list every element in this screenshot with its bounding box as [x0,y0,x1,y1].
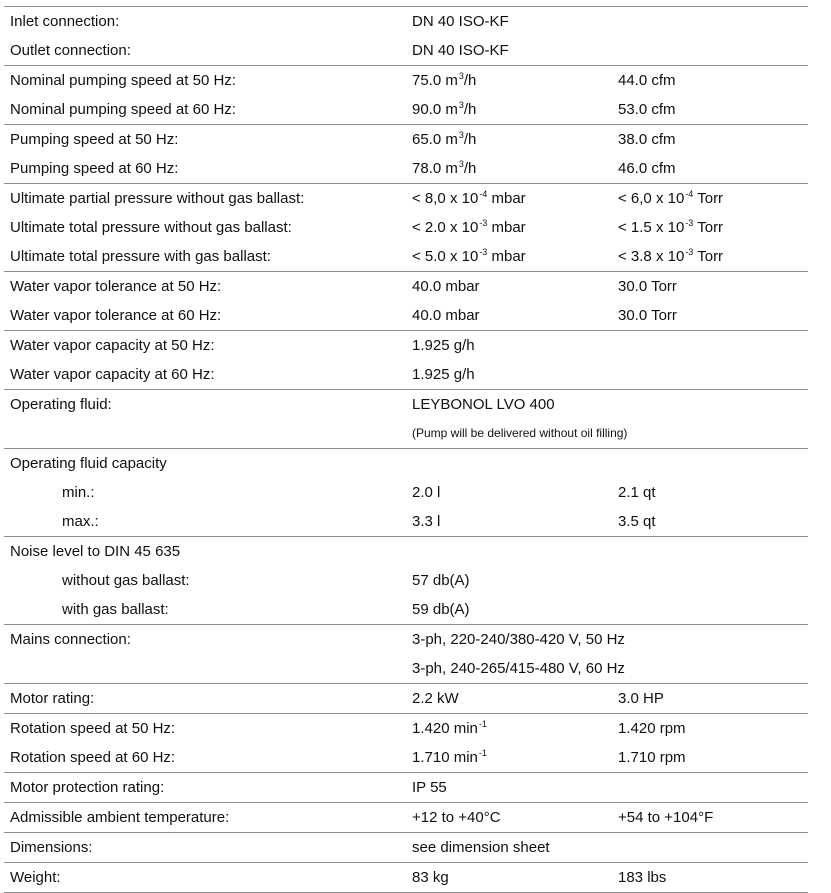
spec-label: Nominal pumping speed at 60 Hz: [10,101,236,118]
spec-row [4,419,808,448]
spec-label: Operating fluid: [10,396,112,413]
spec-value-imperial [618,743,686,772]
spec-value-metric-text: 1.710 min [412,749,478,766]
spec-value-metric [412,833,550,862]
spec-value-imperial [618,507,656,536]
spec-value-metric-unit: mbar [487,190,526,207]
spec-value-metric-text: < 5.0 x 10 [412,248,479,265]
spec-value-metric-text: 3-ph, 220-240/380-420 V, 50 Hz [412,631,625,648]
spec-row [4,595,808,624]
spec-value-imperial-text: 53.0 cfm [618,101,676,118]
spec-label: Water vapor tolerance at 60 Hz: [10,307,222,324]
spec-value-imperial [618,95,676,124]
spec-label: Water vapor capacity at 50 Hz: [10,337,215,354]
spec-value-metric-text: < 2.0 x 10 [412,219,479,236]
spec-value-imperial [618,184,723,213]
spec-value-imperial [618,66,676,95]
spec-value-imperial [618,242,723,271]
spec-row [4,154,808,183]
spec-row [4,95,808,124]
spec-label: Ultimate total pressure without gas ballast: [10,219,292,236]
spec-label: Water vapor capacity at 60 Hz: [10,366,215,383]
spec-value-imperial [618,301,677,330]
spec-value-metric [412,773,447,802]
spec-value-metric-text: see dimension sheet [412,839,550,856]
spec-value-imperial [618,803,713,832]
spec-value-metric [412,625,625,654]
spec-row [4,654,808,683]
spec-value-metric [412,803,501,832]
spec-value-metric-exponent: 3 [458,159,464,169]
spec-label: Ultimate partial pressure without gas ballast: [10,190,305,207]
spec-value-imperial-text: 38.0 cfm [618,131,676,148]
spec-label: Motor rating: [10,690,95,707]
spec-value-imperial-exponent: -3 [685,218,694,228]
spec-value-metric-unit: mbar [487,219,526,236]
spec-value-metric-text: 1.925 g/h [412,337,475,354]
spec-value-metric [412,301,480,330]
spec-value-metric [412,714,487,743]
spec-row [4,478,808,507]
spec-value-metric [412,478,440,507]
spec-value-metric [412,36,509,65]
spec-value-metric-text: 78.0 m [412,160,458,177]
spec-value-metric-text: 75.0 m [412,72,458,89]
spec-value-imperial-text: +54 to +104°F [618,809,714,826]
spec-value-metric-exponent: -4 [479,189,488,199]
spec-label: Rotation speed at 50 Hz: [10,720,176,737]
spec-value-metric [412,7,509,36]
spec-label: Noise level to DIN 45 635 [10,543,181,560]
spec-value-metric-text: 90.0 m [412,101,458,118]
spec-value-imperial-text: < 3.8 x 10 [618,248,685,265]
spec-value-imperial-text: < 6,0 x 10 [618,190,685,207]
spec-value-imperial [618,213,723,242]
spec-value-metric [412,242,526,271]
spec-value-metric-text: 59 db(A) [412,601,470,618]
spec-row [4,832,808,862]
spec-row [4,271,808,301]
spec-label: Pumping speed at 50 Hz: [10,131,179,148]
spec-row [4,301,808,330]
spec-row [4,713,808,743]
spec-value-metric [412,95,476,124]
spec-value-metric-exponent: -3 [479,218,488,228]
spec-value-metric [412,654,625,683]
spec-value-metric-text: 40.0 mbar [412,307,480,324]
spec-value-metric-exponent: -1 [478,748,487,758]
spec-value-metric-text: IP 55 [412,779,447,796]
spec-value-metric-exponent: 3 [458,71,464,81]
spec-value-metric [412,507,440,536]
spec-value-imperial-text: 1.710 rpm [618,749,686,766]
spec-value-metric-text: +12 to +40°C [412,809,501,826]
spec-row [4,536,808,566]
spec-value-metric-text: 1.925 g/h [412,366,475,383]
spec-label: Nominal pumping speed at 50 Hz: [10,72,236,89]
spec-value-imperial-unit: Torr [693,190,724,207]
spec-value-metric-exponent: -3 [479,247,488,257]
spec-row [4,507,808,536]
spec-row [4,360,808,389]
spec-value-metric [412,331,475,360]
spec-value-metric-text: 3.3 l [412,513,441,530]
spec-value-metric-text: LEYBONOL LVO 400 [412,396,555,413]
spec-value-metric-exponent: 3 [458,100,464,110]
specification-table [4,6,808,893]
spec-value-metric-text: DN 40 ISO-KF [412,13,509,30]
spec-label: Motor protection rating: [10,779,165,796]
spec-value-metric-text: (Pump will be delivered without oil filling) [412,426,628,440]
spec-row [4,6,808,36]
spec-value-metric-text: 3-ph, 240-265/415-480 V, 60 Hz [412,660,625,677]
spec-value-metric [412,684,459,713]
spec-value-metric-text: 65.0 m [412,131,458,148]
spec-row [4,389,808,419]
spec-label: without gas ballast: [62,572,190,589]
spec-value-metric-text: 83 kg [412,869,449,886]
spec-label: Mains connection: [10,631,131,648]
spec-row [4,624,808,654]
spec-value-imperial-unit: Torr [693,219,724,236]
spec-row [4,242,808,271]
spec-value-imperial-exponent: -3 [685,247,694,257]
spec-label: Admissible ambient temperature: [10,809,230,826]
spec-label: Pumping speed at 60 Hz: [10,160,179,177]
spec-value-metric-unit: /h [463,72,477,89]
spec-value-metric-unit: /h [463,131,477,148]
spec-value-metric [412,419,627,448]
spec-value-metric-text: 57 db(A) [412,572,470,589]
spec-label: Rotation speed at 60 Hz: [10,749,176,766]
spec-value-imperial [618,863,666,892]
spec-value-metric [412,213,526,242]
spec-row [4,772,808,802]
spec-row [4,330,808,360]
spec-value-imperial-text: 1.420 rpm [618,720,686,737]
spec-value-imperial [618,684,664,713]
spec-label: Dimensions: [10,839,93,856]
spec-value-imperial [618,478,656,507]
spec-row [4,183,808,213]
spec-value-imperial [618,125,676,154]
spec-row [4,448,808,478]
spec-row [4,36,808,65]
spec-value-imperial-text: 44.0 cfm [618,72,676,89]
spec-value-imperial-text: 3.5 qt [618,513,656,530]
spec-value-imperial-text: 3.0 HP [618,690,664,707]
spec-value-metric-text: DN 40 ISO-KF [412,42,509,59]
spec-value-metric-text: < 8,0 x 10 [412,190,479,207]
spec-value-metric [412,360,475,389]
spec-label: Weight: [10,869,61,886]
spec-value-metric [412,863,449,892]
spec-value-metric-text: 1.420 min [412,720,478,737]
spec-value-metric-unit: mbar [487,248,526,265]
spec-label: min.: [62,484,95,501]
spec-value-metric-exponent: 3 [458,130,464,140]
spec-value-metric [412,272,480,301]
spec-value-metric-unit: /h [463,160,477,177]
spec-label: Operating fluid capacity [10,455,167,472]
spec-value-metric [412,595,470,624]
spec-row [4,802,808,832]
spec-value-metric [412,566,470,595]
spec-value-imperial-text: 46.0 cfm [618,160,676,177]
spec-value-imperial-exponent: -4 [685,189,694,199]
spec-value-metric [412,125,476,154]
spec-value-metric [412,184,526,213]
spec-label: with gas ballast: [62,601,169,618]
spec-value-metric-text: 40.0 mbar [412,278,480,295]
spec-value-metric-unit: /h [463,101,477,118]
spec-value-imperial [618,714,686,743]
spec-value-imperial-text: < 1.5 x 10 [618,219,685,236]
spec-value-imperial-text: 2.1 qt [618,484,656,501]
spec-label: max.: [62,513,99,530]
spec-label: Inlet connection: [10,13,120,30]
spec-row [4,683,808,713]
spec-row [4,862,808,893]
spec-value-metric [412,390,555,419]
spec-value-metric-exponent: -1 [478,719,487,729]
spec-row [4,213,808,242]
spec-value-metric-text: 2.2 kW [412,690,459,707]
spec-value-metric [412,743,487,772]
spec-value-imperial [618,154,676,183]
spec-row [4,124,808,154]
spec-value-imperial-text: 30.0 Torr [618,278,677,295]
spec-row [4,65,808,95]
spec-value-imperial [618,272,677,301]
spec-label: Outlet connection: [10,42,131,59]
spec-value-imperial-text: 183 lbs [618,869,667,886]
spec-value-imperial-text: 30.0 Torr [618,307,677,324]
spec-value-imperial-unit: Torr [693,248,724,265]
spec-value-metric [412,154,476,183]
spec-row [4,566,808,595]
spec-value-metric [412,66,476,95]
spec-row [4,743,808,772]
spec-label: Water vapor tolerance at 50 Hz: [10,278,222,295]
spec-value-metric-text: 2.0 l [412,484,441,501]
spec-label: Ultimate total pressure with gas ballast: [10,248,271,265]
